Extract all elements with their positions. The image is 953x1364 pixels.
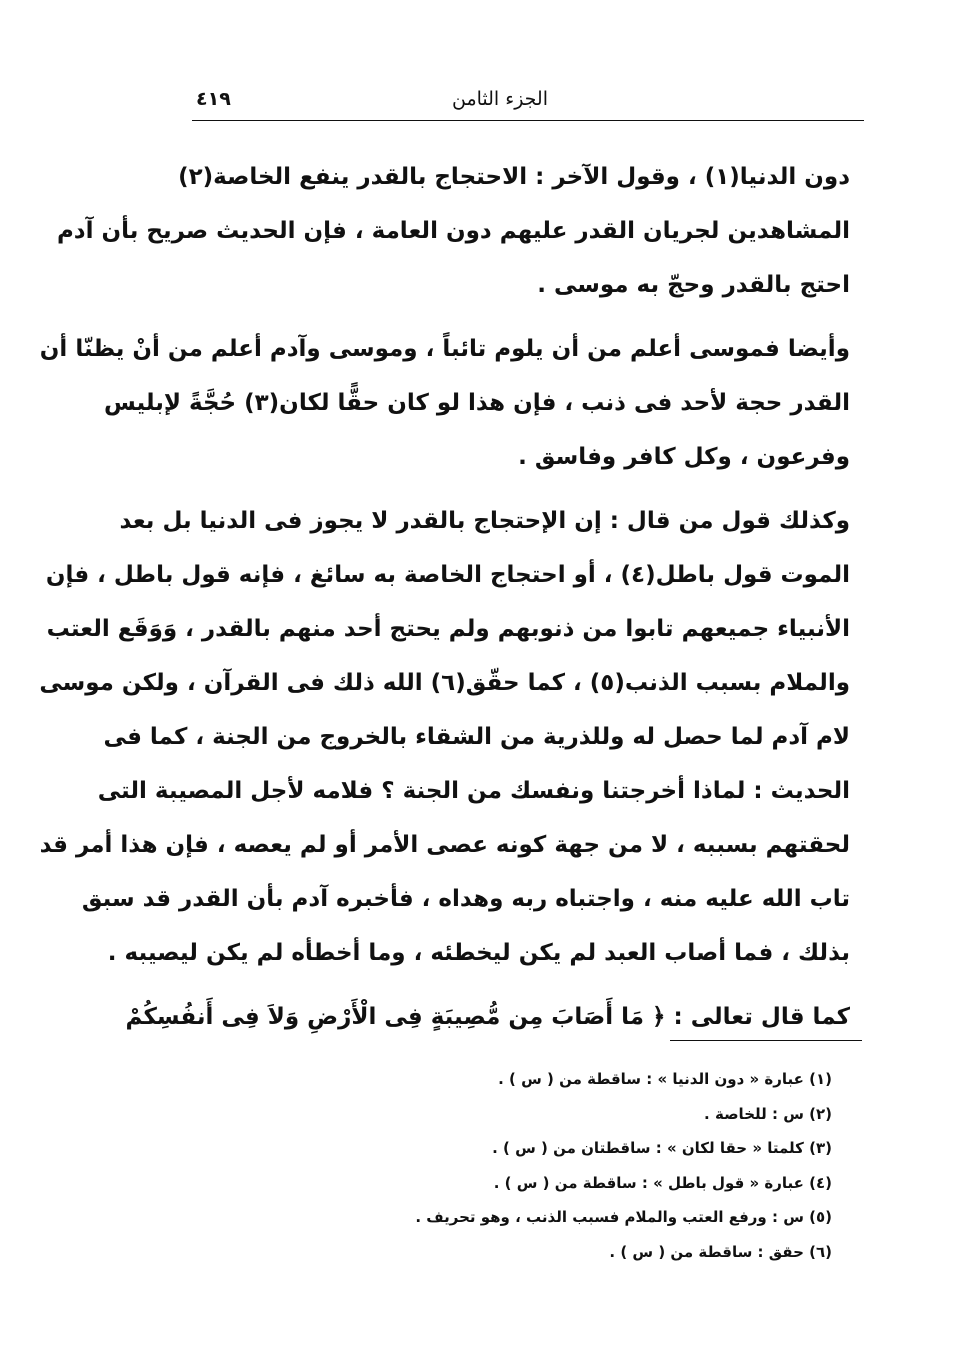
text-line: تاب الله عليه منه ، واجتباه ربه وهداه ، فأخبره آدم بأن القدر قد سبق <box>81 886 850 912</box>
text-line: وكذلك قول من قال : إن الإحتجاج بالقدر لا يجوز فى الدنيا بل بعد <box>119 508 850 534</box>
text-line: الأنبياء جميعهم تابوا من ذنوبهم ولم يحتج أحد منهم بالقدر ، وَوَقَع العتب <box>46 616 850 642</box>
text-line: دون الدنيا(١) ، وقول الآخر : الاحتجاج بالقدر ينفع الخاصة(٢) <box>178 164 850 190</box>
text-line: بذلك ، فما أصاب العبد لم يكن ليخطئه ، وما أخطأه لم يكن ليصيبه . <box>107 940 850 966</box>
text-line: وفرعون ، وكل كافر وفاسق . <box>518 444 850 470</box>
footnote: (٦) حقق : ساقطة من ( س ) . <box>609 1242 832 1261</box>
page-number: ٤١٩ <box>196 88 231 110</box>
paragraph <box>125 990 850 1044</box>
footnote: (٤) عبارة « قول باطل » : ساقطة من ( س ) . <box>493 1173 832 1192</box>
footnotes <box>380 1062 832 1269</box>
paragraph <box>56 150 850 312</box>
text-line: القدر حجة لأحد فى ذنب ، فإن هذا لو كان حقًّا لكان(٣) حُجَّةً لإبليس <box>103 390 850 416</box>
footnote: (٥) س : ورفع العتب والملام فسبب الذنب ، وهو تحريف . <box>415 1208 832 1226</box>
main-text <box>39 150 850 1054</box>
quran-verse-line: كما قال تعالى : ﴿ مَا أَصَابَ مِن مُّصِيبَةٍ فِى الْأَرْضِ وَلاَ فِى أَنفُسِكُمْ <box>125 1004 850 1030</box>
text-line: الحديث : لماذا أخرجتنا ونفسك من الجنة ؟ فلامه لأجل المصيبة التى <box>97 778 850 804</box>
footnote-divider <box>670 1040 862 1041</box>
footnote: (١) عبارة « دون الدنيا » : ساقطة من ( س ) . <box>498 1070 832 1088</box>
header-divider <box>192 120 864 121</box>
text-line: لحقتهم بسببه ، لا من جهة كونه عصى الأمر أو لم يعصه ، فإن هذا أمر قد <box>39 832 850 858</box>
text-line: الموت قول باطل(٤) ، أو احتجاج الخاصة به سائغ ، فإنه قول باطل ، فإن <box>45 562 850 588</box>
paragraph <box>39 322 850 484</box>
text-line: وأيضا فموسى أعلم من أن يلوم تائباً ، وموسى وآدم أعلم من أنْ يظنّا أن <box>39 336 850 362</box>
footnote: (٣) كلمتا « حقا لكان » : ساقطتان من ( س ) . <box>492 1139 832 1157</box>
footnote: (٢) س : للخاصة . <box>704 1104 832 1123</box>
text-line: والملام بسبب الذنب(٥) ، كما حقّق(٦) الله ذلك فى القرآن ، ولكن موسى <box>39 670 850 696</box>
paragraph <box>39 494 850 980</box>
text-line: المشاهدين لجريان القدر عليهم دون العامة ، فإن الحديث صريح بأن آدم <box>56 218 850 244</box>
text-line: لام آدم لما حصل له وللذرية من الشقاء بالخروج من الجنة ، كما فى <box>103 724 850 750</box>
text-line: احتج بالقدر وحجّ به موسى . <box>537 272 850 298</box>
running-title: الجزء الثامن <box>451 88 549 110</box>
